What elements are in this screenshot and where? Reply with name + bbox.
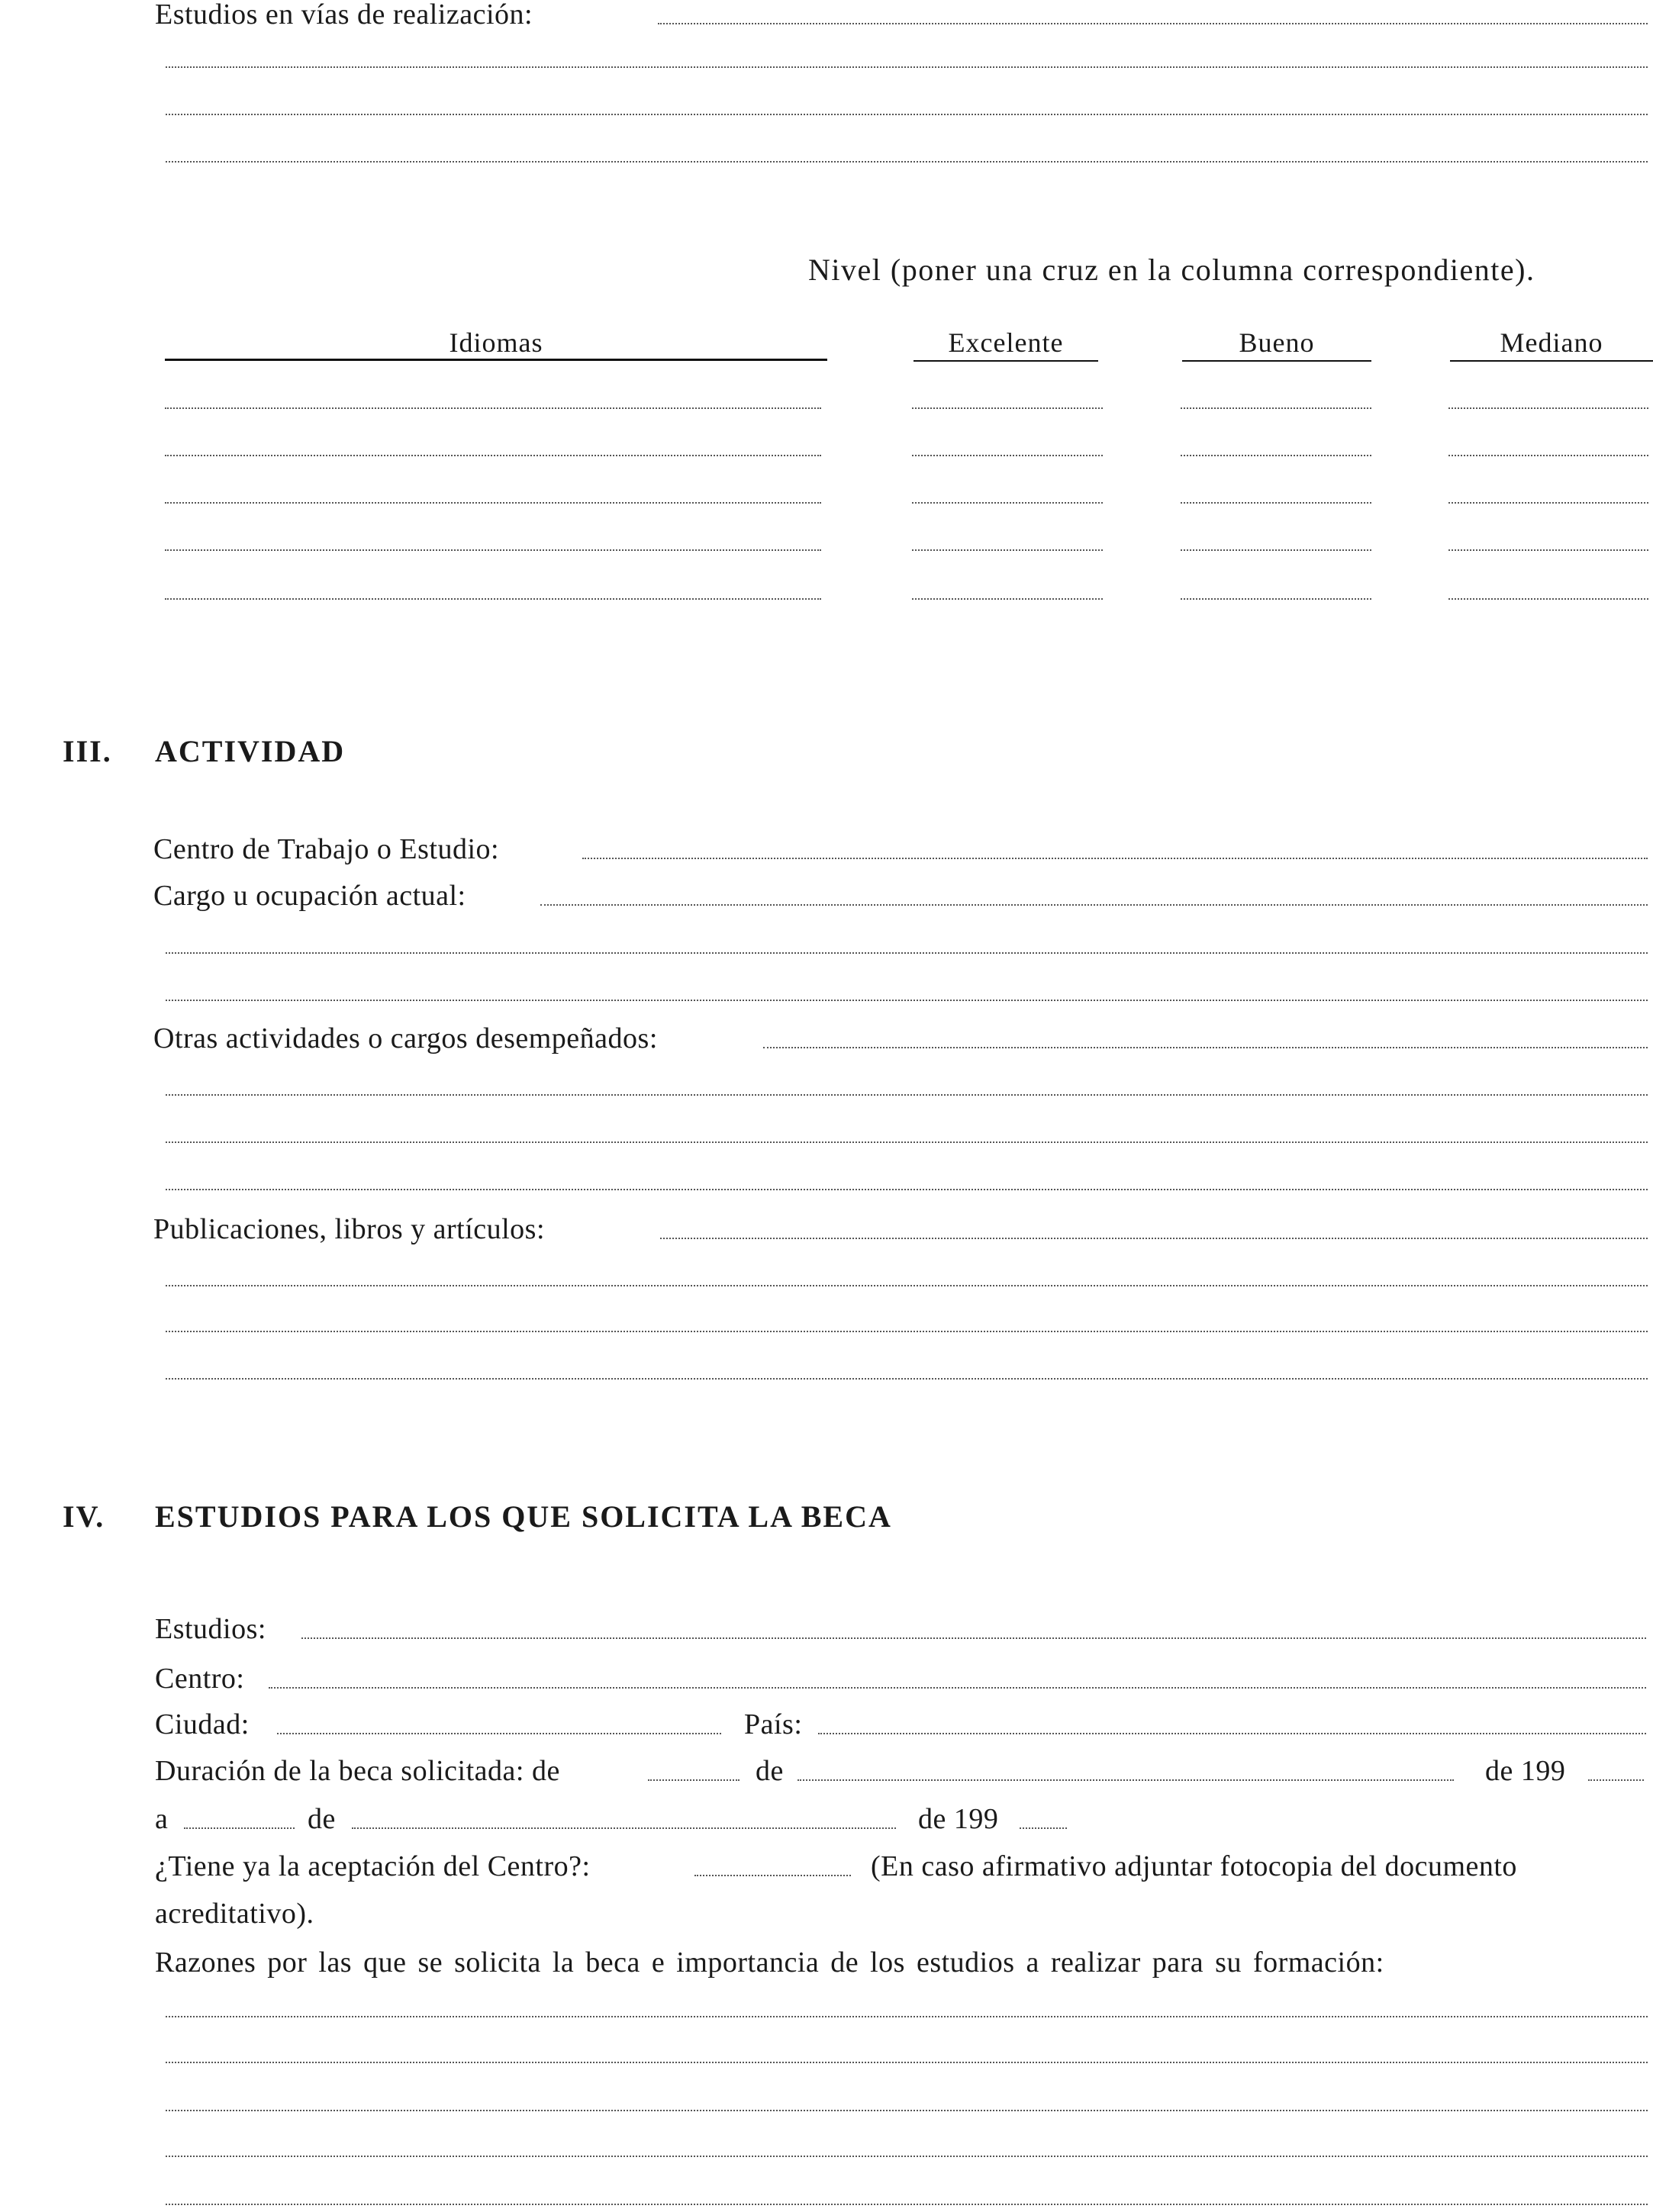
language-row-4-excelente[interactable]	[912, 549, 1103, 551]
country-label: País:	[744, 1708, 803, 1740]
duration-de-word-1: de	[756, 1755, 784, 1787]
reasons-field-line3[interactable]	[166, 2110, 1648, 2111]
other-activities-field[interactable]	[763, 1047, 1648, 1048]
language-row-1-bueno[interactable]	[1181, 407, 1371, 409]
publications-field-line3[interactable]	[166, 1331, 1648, 1332]
header-rule-excelente	[914, 360, 1098, 362]
language-row-2-excelente[interactable]	[912, 455, 1103, 456]
language-row-4-idioma[interactable]	[165, 549, 821, 551]
studies-in-progress-field[interactable]	[658, 23, 1648, 24]
center-field[interactable]	[269, 1687, 1646, 1689]
language-level-instruction: Nivel (poner una cruz en la columna correspondiente).	[808, 253, 1535, 287]
language-row-1-idioma[interactable]	[165, 407, 821, 409]
column-header-mediano: Mediano	[1500, 327, 1603, 358]
column-header-excelente: Excelente	[948, 327, 1064, 358]
duration-from-year-prefix: de 199	[1485, 1755, 1566, 1787]
language-row-1-excelente[interactable]	[912, 407, 1103, 409]
city-field[interactable]	[277, 1733, 721, 1734]
publications-field[interactable]	[660, 1238, 1648, 1239]
center-label: Centro:	[155, 1663, 245, 1695]
section-4-number: IV.	[63, 1499, 105, 1534]
other-activities-field-line2[interactable]	[166, 1094, 1648, 1096]
reasons-label: Razones por las que se solicita la beca e importancia de los estudios a realizar para su formación:	[155, 1946, 1384, 1979]
current-position-field[interactable]	[540, 904, 1648, 906]
language-row-5-bueno[interactable]	[1181, 598, 1371, 600]
reasons-field-line2[interactable]	[166, 2062, 1648, 2063]
acceptance-question: ¿Tiene ya la aceptación del Centro?:	[155, 1850, 591, 1882]
publications-label: Publicaciones, libros y artículos:	[153, 1213, 546, 1245]
language-row-4-mediano[interactable]	[1448, 549, 1648, 551]
acceptance-answer-field[interactable]	[694, 1875, 851, 1876]
studies-in-progress-field-line2[interactable]	[166, 66, 1648, 68]
duration-from-day-field[interactable]	[648, 1779, 740, 1781]
duration-a-word: a	[155, 1803, 169, 1835]
publications-field-line2[interactable]	[166, 1285, 1648, 1286]
current-position-field-line3[interactable]	[166, 1000, 1648, 1001]
language-row-3-idioma[interactable]	[165, 502, 821, 504]
work-center-label: Centro de Trabajo o Estudio:	[153, 833, 500, 865]
duration-label: Duración de la beca solicitada: de	[155, 1755, 560, 1787]
header-rule-bueno	[1182, 360, 1371, 362]
duration-de-word-2: de	[308, 1803, 336, 1835]
language-row-2-bueno[interactable]	[1181, 455, 1371, 456]
reasons-field-line5[interactable]	[166, 2204, 1648, 2205]
duration-to-month-field[interactable]	[352, 1827, 896, 1829]
studies-in-progress-label: Estudios en vías de realización:	[155, 0, 533, 31]
country-field[interactable]	[818, 1733, 1646, 1734]
language-row-5-excelente[interactable]	[912, 598, 1103, 600]
other-activities-field-line4[interactable]	[166, 1189, 1648, 1190]
other-activities-label: Otras actividades o cargos desempeñados:	[153, 1022, 658, 1054]
studies-label: Estudios:	[155, 1613, 266, 1645]
language-row-2-mediano[interactable]	[1448, 455, 1648, 456]
current-position-field-line2[interactable]	[166, 952, 1648, 954]
duration-from-month-field[interactable]	[798, 1779, 1454, 1781]
language-row-5-mediano[interactable]	[1448, 598, 1648, 600]
acceptance-note-line1: (En caso afirmativo adjuntar fotocopia del documento	[871, 1850, 1517, 1882]
other-activities-field-line3[interactable]	[166, 1141, 1648, 1143]
language-row-4-bueno[interactable]	[1181, 549, 1371, 551]
publications-field-line4[interactable]	[166, 1378, 1648, 1380]
duration-to-year-prefix: de 199	[918, 1803, 999, 1835]
language-row-3-excelente[interactable]	[912, 502, 1103, 504]
column-header-idiomas: Idiomas	[449, 327, 543, 358]
language-row-2-idioma[interactable]	[165, 455, 821, 456]
section-4-title: ESTUDIOS PARA LOS QUE SOLICITA LA BECA	[155, 1499, 892, 1534]
header-rule-idiomas	[165, 359, 827, 361]
reasons-field-line1[interactable]	[166, 2016, 1648, 2017]
language-row-3-mediano[interactable]	[1448, 502, 1648, 504]
work-center-field[interactable]	[582, 858, 1648, 859]
section-3-title: ACTIVIDAD	[155, 734, 346, 768]
studies-in-progress-field-line4[interactable]	[166, 161, 1648, 163]
acceptance-note-line2: acreditativo).	[155, 1898, 314, 1930]
current-position-label: Cargo u ocupación actual:	[153, 880, 466, 912]
reasons-field-line4[interactable]	[166, 2156, 1648, 2157]
duration-to-day-field[interactable]	[184, 1827, 295, 1829]
section-3-number: III.	[63, 734, 112, 768]
language-row-5-idioma[interactable]	[165, 598, 821, 600]
studies-field[interactable]	[301, 1637, 1646, 1639]
city-label: Ciudad:	[155, 1708, 250, 1740]
studies-in-progress-field-line3[interactable]	[166, 114, 1648, 115]
header-rule-mediano	[1450, 360, 1653, 362]
duration-to-year-field[interactable]	[1020, 1827, 1067, 1829]
language-row-1-mediano[interactable]	[1448, 407, 1648, 409]
column-header-bueno: Bueno	[1239, 327, 1315, 358]
duration-from-year-field[interactable]	[1588, 1779, 1644, 1781]
language-row-3-bueno[interactable]	[1181, 502, 1371, 504]
